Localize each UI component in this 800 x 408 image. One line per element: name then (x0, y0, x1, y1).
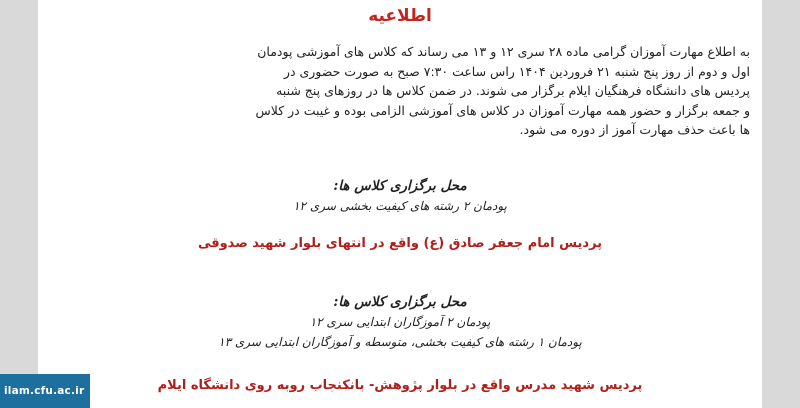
venue-line: پودمان ۱ رشته های کیفیت بخشی، متوسطه و آموزگاران ابتدایی سری ۱۳ (218, 335, 582, 349)
venue-heading: محل برگزاری کلاس ها: (333, 294, 467, 310)
paragraph-line: اول و دوم از روز پنج شنبه ۲۱ فروردین ۱۴۰۴ راس ساعت ۷:۳۰ صبح به صورت حضوری در (283, 63, 750, 79)
left-letterbox-bar (0, 0, 38, 408)
right-letterbox-bar (762, 0, 800, 408)
venue-block-2 (38, 292, 762, 352)
paragraph-line: و جمعه برگزار و حضور همه مهارت آموزان در کلاس های آموزشی الزامی بوده و غیبت در کلاس (255, 102, 750, 118)
notice-paragraph (50, 42, 750, 140)
notice-title: اطلاعیه (368, 6, 432, 26)
notice-document (38, 0, 762, 408)
watermark-text: ilam.cfu.ac.ir (4, 385, 85, 397)
campus-venue-1: پردیس امام جعفر صادق (ع) واقع در انتهای بلوار شهید صدوقی (197, 236, 603, 251)
venue-line: پودمان ۲ آموزگاران ابتدایی سری ۱۲ (309, 315, 491, 329)
paragraph-line: ها باعث حذف مهارت آموز از دوره می شود. (519, 122, 750, 137)
site-watermark-logo (0, 374, 90, 408)
venue-block-1 (38, 176, 762, 216)
paragraph-line: پردیس های دانشگاه فرهنگیان ایلام برگزار می شوند. در ضمن کلاس ها در روزهای پنج شنبه (276, 83, 750, 98)
venue-heading: محل برگزاری کلاس ها: (333, 178, 467, 194)
venue-line: پودمان ۲ رشته های کیفیت بخشی سری ۱۲ (293, 199, 507, 213)
paragraph-line: به اطلاع مهارت آموزان گرامی ماده ۲۸ سری ۱۲ و ۱۳ می رساند که کلاس های آموزشی پودمان (257, 44, 750, 59)
campus-venue-2: پردیس شهید مدرس واقع در بلوار پژوهش- بانکنجاب روبه روی دانشگاه ایلام (157, 378, 643, 393)
